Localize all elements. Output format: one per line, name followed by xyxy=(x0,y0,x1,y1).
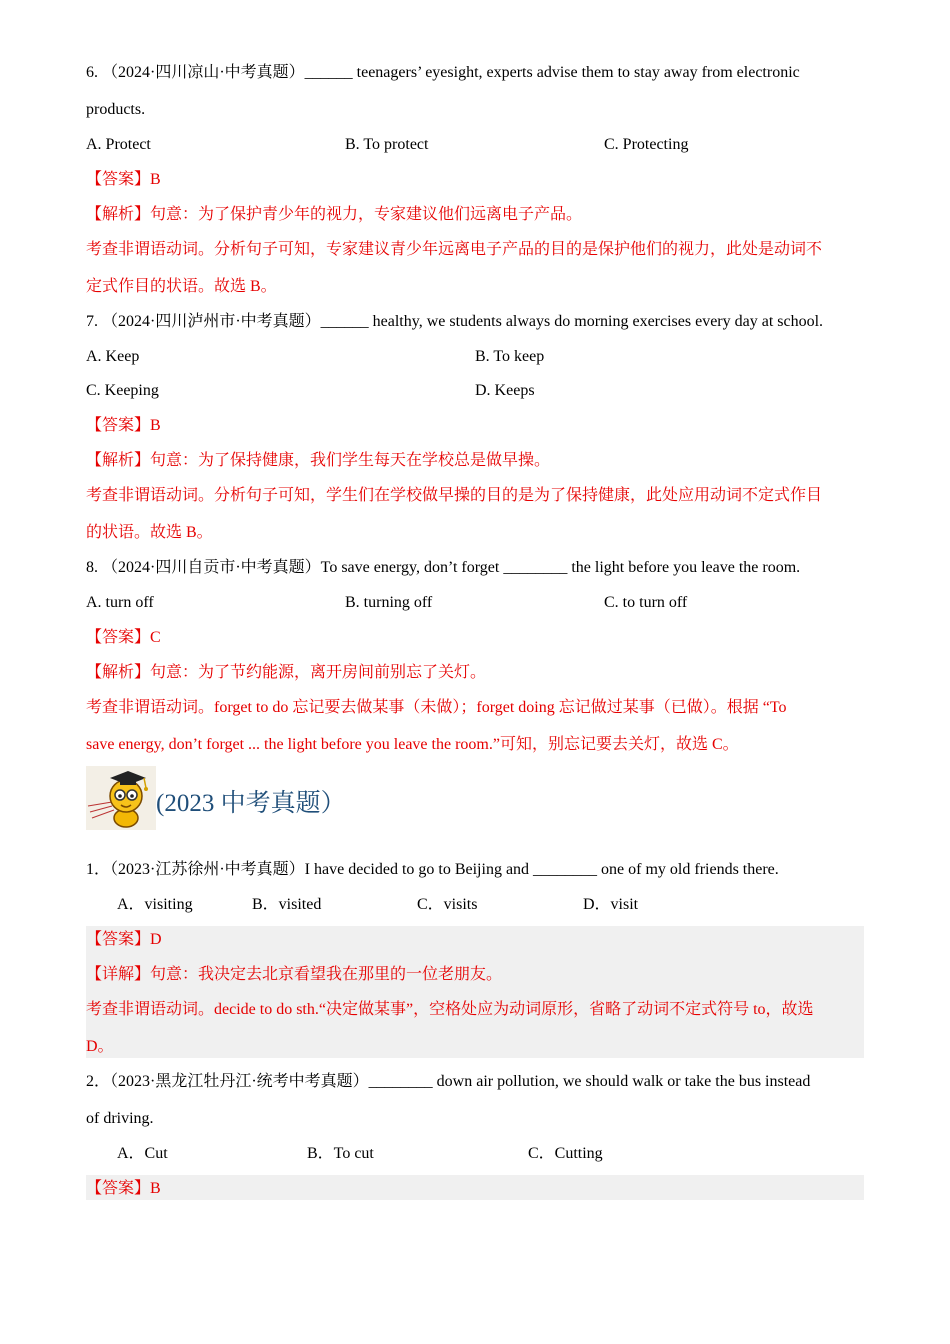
q2023-1-answer: 【答案】D xyxy=(86,931,162,948)
q2023-2-option-c: C．Cutting xyxy=(528,1145,603,1162)
q7-analysis: 【解析】句意：为了保持健康，我们学生每天在学校总是做早操。 xyxy=(86,452,551,469)
q7-option-d: D. Keeps xyxy=(475,382,535,399)
q6-analysis: 【解析】句意：为了保护青少年的视力，专家建议他们远离电子产品。 xyxy=(86,206,583,223)
q2023-1-option-c: C．visits xyxy=(417,896,478,913)
q8-analysis-detail-cont: save energy, don’t forget ... the light before you leave the room.”可知，别忘记要去关灯，故选 C。 xyxy=(86,736,739,753)
q7-option-a: A. Keep xyxy=(86,348,140,365)
q8-option-a: A. turn off xyxy=(86,594,154,611)
q6-answer: 【答案】B xyxy=(86,171,161,188)
q2023-2-option-b: B．To cut xyxy=(307,1145,374,1162)
q2023-1-analysis-detail-cont: D。 xyxy=(86,1038,114,1055)
q6-option-b: B. To protect xyxy=(345,136,429,153)
q8-analysis: 【解析】句意：为了节约能源，离开房间前别忘了关灯。 xyxy=(86,664,487,681)
q6-option-a: A. Protect xyxy=(86,136,151,153)
q2023-2-stem: 2．（2023·黑龙江牡丹江·统考中考真题）________ down air pollution, we should walk or take the bus instead xyxy=(86,1073,811,1090)
q2023-1-analysis: 【详解】句意：我决定去北京看望我在那里的一位老朋友。 xyxy=(86,966,503,983)
q7-option-c: C. Keeping xyxy=(86,382,159,399)
q7-option-b: B. To keep xyxy=(475,348,545,365)
q7-analysis-detail-cont: 的状语。故选 B。 xyxy=(86,524,213,541)
q7-analysis-detail: 考查非谓语动词。分析句子可知，学生们在学校做早操的目的是为了保持健康，此处应用动词不定式作目 xyxy=(86,487,823,504)
q2023-2-answer-panel xyxy=(86,1175,864,1200)
q8-option-b: B. turning off xyxy=(345,594,433,611)
q2023-1-option-d: D．visit xyxy=(583,896,639,913)
q8-answer: 【答案】C xyxy=(86,629,161,646)
section-title: (2023 中考真题） xyxy=(156,790,346,817)
q6-stem: 6. （2024·四川凉山·中考真题）______ teenagers’ eyesight, experts advise them to stay away from electronic xyxy=(86,64,800,81)
q6-analysis-detail: 考查非谓语动词。分析句子可知，专家建议青少年远离电子产品的目的是保护他们的视力，此处是动词不 xyxy=(86,241,823,258)
q2023-1-stem: 1．（2023·江苏徐州·中考真题）I have decided to go to Beijing and ________ one of my old friends there. xyxy=(86,861,779,878)
q2023-1-answer-panel xyxy=(86,926,864,1058)
q6-stem-cont: products. xyxy=(86,101,146,118)
q7-stem: 7. （2024·四川泸州市·中考真题）______ healthy, we students always do morning exercises every day at school. xyxy=(86,313,824,330)
q2023-1-option-a: A．visiting xyxy=(117,896,193,913)
q6-analysis-detail-cont: 定式作目的状语。故选 B。 xyxy=(86,278,277,295)
q2023-1-analysis-detail: 考查非谓语动词。decide to do sth.“决定做某事”，空格处应为动词原形，省略了动词不定式符号 to，故选 xyxy=(86,1001,814,1018)
q7-answer: 【答案】B xyxy=(86,417,161,434)
q2023-2-option-a: A．Cut xyxy=(117,1145,168,1162)
q2023-1-option-b: B．visited xyxy=(252,896,322,913)
q8-analysis-detail: 考查非谓语动词。forget to do 忘记要去做某事（未做）；forget doing 忘记做过某事（已做）。根据 “To xyxy=(86,699,787,716)
q6-option-c: C. Protecting xyxy=(604,136,689,153)
q2023-2-answer: 【答案】B xyxy=(86,1180,161,1197)
q8-option-c: C. to turn off xyxy=(604,594,688,611)
mascot-scholar-icon xyxy=(86,766,156,830)
q2023-2-stem-cont: of driving. xyxy=(86,1110,154,1127)
q8-stem: 8. （2024·四川自贡市·中考真题）To save energy, don’t forget ________ the light before you leave the room. xyxy=(86,559,801,576)
